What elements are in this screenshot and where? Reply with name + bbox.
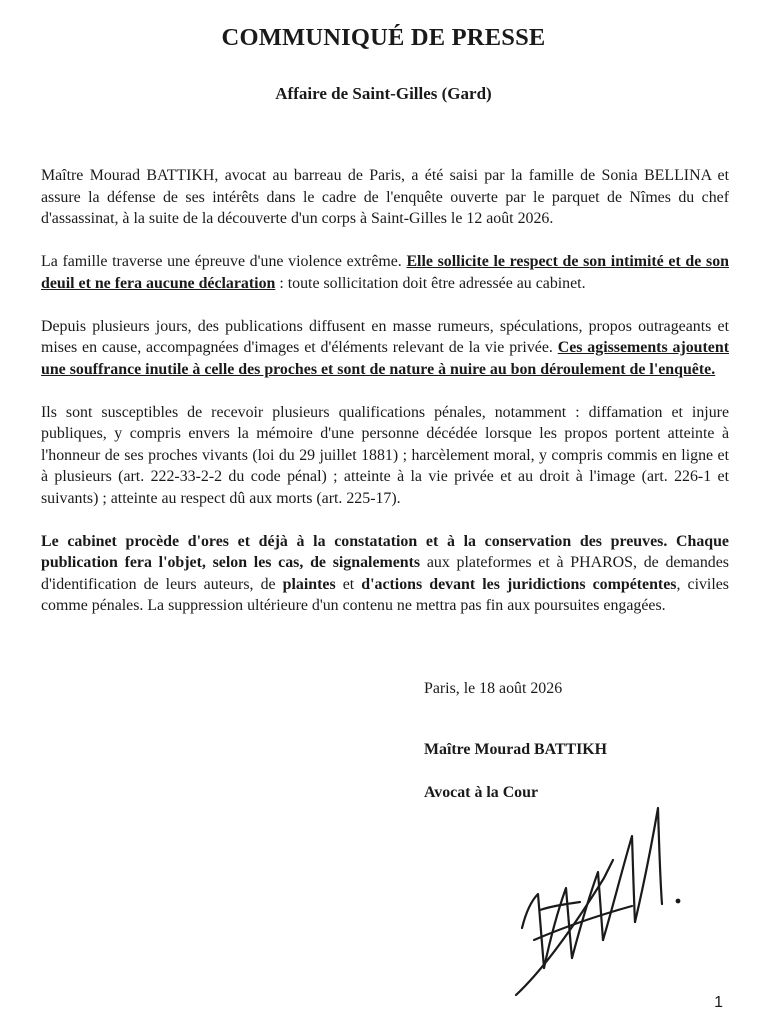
signatory-name: Maître Mourad BATTIKH — [424, 741, 608, 758]
paragraph-5-bold-c: plaintes — [282, 575, 336, 593]
page-title: COMMUNIQUÉ DE PRESSE — [221, 24, 546, 51]
page-subtitle: Affaire de Saint-Gilles (Gard) — [275, 84, 492, 103]
paragraph-3-text-a: Depuis plusieurs jours, des publications diffusent en masse rumeurs, spéculations, propos outrageants et mises en cause, accompagnées d'images et d'éléments relevant de la vie privée. — [41, 317, 729, 356]
paragraph-2 — [41, 251, 729, 294]
paragraph-2-text-a: La famille traverse une épreuve d'une violence extrême. — [41, 253, 407, 270]
body-text — [41, 165, 729, 638]
paragraph-5-bold-e: d'actions devant les juridictions compétentes — [361, 575, 677, 593]
paragraph-5-bold-a: Le cabinet procède d'ores et déjà à la constatation et à la conservation des preuves. Chaque publication fera l'objet, selon les cas, de signalements — [41, 532, 729, 571]
page-number: 1 — [714, 994, 723, 1011]
paragraph-1: Maître Mourad BATTIKH, avocat au barreau de Paris, a été saisi par la famille de Sonia BELLINA et assure la défense de ses intérêts dans le cadre de l'enquête ouverte par le parquet de Nîmes du chef d'assassinat, à la suite de la découverte d'un corps à Saint-Gilles le 12 août 2026. — [41, 167, 729, 227]
paragraph-3-emphasis: Ces agissements ajoutent une souffrance inutile à celle des proches et sont de nature à nuire au bon déroulement de l'enquête. — [41, 339, 729, 378]
paragraph-2-text-c: : toute sollicitation doit être adressée au cabinet. — [275, 274, 586, 292]
signatory-role: Avocat à la Cour — [424, 784, 539, 801]
paragraph-4: Ils sont susceptibles de recevoir plusieurs qualifications pénales, notamment : diffamation et injure publiques, y compris envers la mémoire d'une personne décédée lorsque les propos portent atteinte à l'honneur de ses proches vivants (loi du 29 juillet 1881) ; harcèlement moral, y compris commis en ligne et à plusieurs (art. 222-33-2-2 du code pénal) ; atteinte à la vie privée et au droit à l'image (art. 226-1 et suivants) ; atteinte au respect dû aux morts (art. 225-17). — [41, 403, 729, 507]
paragraph-5-text-d: et — [335, 575, 362, 593]
paragraph-5-text-f: , civiles comme pénales. La suppression ultérieure d'un contenu ne mettra pas fin aux poursuites engagées. — [41, 575, 729, 614]
paragraph-2-emphasis: Elle sollicite le respect de son intimité et de son deuil et ne fera aucune déclaration — [41, 253, 729, 292]
paragraph-3 — [41, 316, 729, 381]
paragraph-5 — [41, 531, 729, 617]
handwritten-signature — [500, 790, 700, 1000]
paragraph-5-text-b: aux plateformes et à PHAROS, de demandes d'identification de leurs auteurs, de — [41, 554, 729, 593]
closing-date: Paris, le 18 août 2026 — [424, 680, 563, 697]
